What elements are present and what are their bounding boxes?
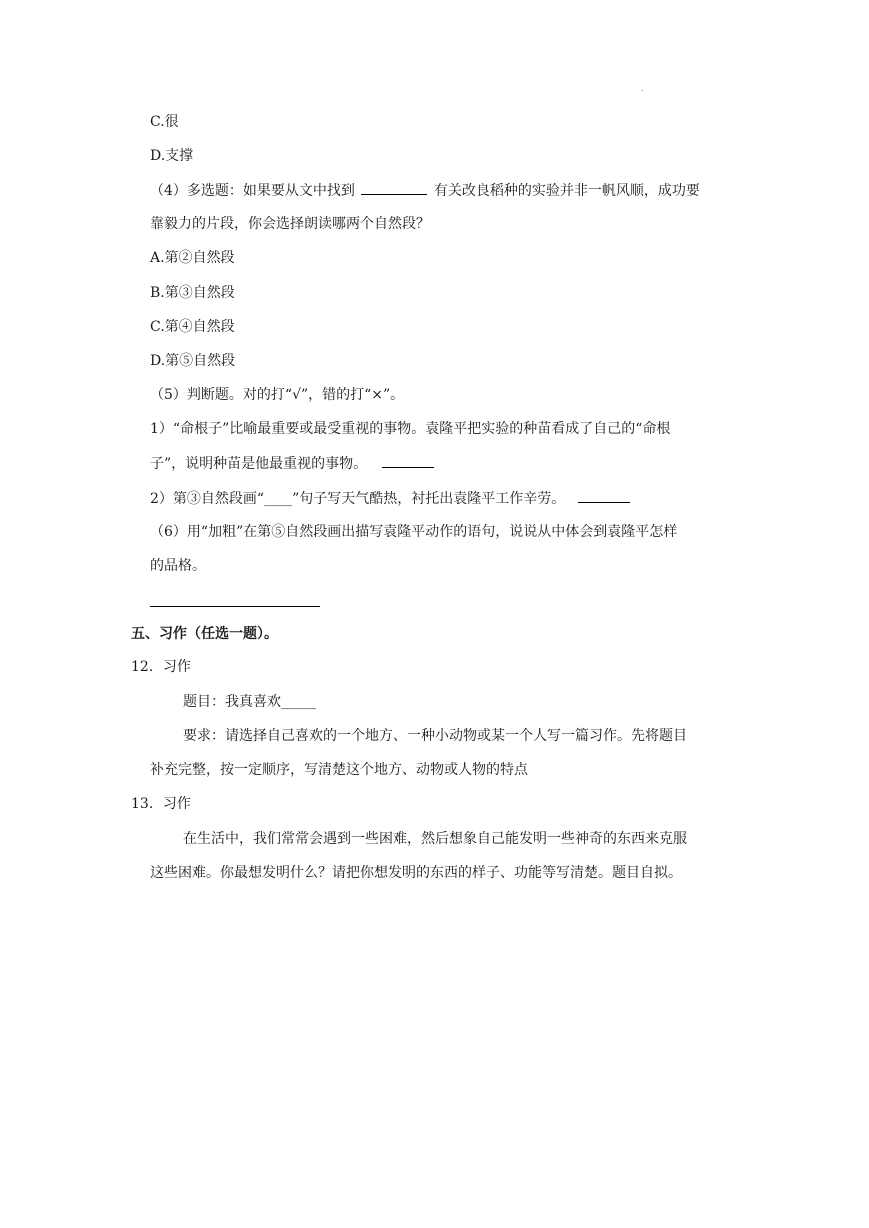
q5-item2-before: 2）第③自然段画“ bbox=[150, 491, 265, 507]
answer-line[interactable] bbox=[150, 606, 320, 607]
q5-item1-text: 子”，说明种苗是他最重视的事物。 bbox=[150, 456, 368, 472]
q12-number: 12．习作 bbox=[131, 659, 191, 675]
q13-prompt-line2: 这些困难。你最想发明什么？请把你想发明的东西的样子、功能等写清楚。题目自拟。 bbox=[150, 865, 682, 881]
q4-option-c: C.第④自然段 bbox=[150, 319, 235, 335]
q12-topic-blank: _____ bbox=[281, 694, 316, 710]
q12-topic bbox=[183, 692, 316, 712]
q13-number: 13．习作 bbox=[131, 796, 191, 812]
q5-item1-blank[interactable] bbox=[382, 453, 434, 468]
q6-line2: 的品格。 bbox=[150, 558, 206, 574]
q13-prompt-line1: 在生活中，我们常常会遇到一些困难，然后想象自己能发明一些神奇的东西来克服 bbox=[183, 831, 687, 847]
q4-option-a: A.第②自然段 bbox=[150, 250, 235, 266]
q5-item1-line1: 1）“命根子”比喻最重要或最受重视的事物。袁隆平把实验的种苗看成了自己的“命根 bbox=[150, 421, 671, 437]
q3-option-d: D.支撑 bbox=[150, 148, 194, 164]
section5-heading: 五、习作（任选一题）。 bbox=[131, 626, 278, 642]
q5-item2-after: ”句子写天气酷热，衬托出袁隆平工作辛劳。 bbox=[292, 491, 566, 507]
q4-text-after: 有关改良稻种的实验并非一帆风顺，成功要 bbox=[433, 183, 700, 199]
q5-title: （5）判断题。对的打“√”，错的打“×”。 bbox=[150, 387, 405, 403]
q12-requirement-line2: 补充完整，按一定顺序，写清楚这个地方、动物或人物的特点 bbox=[150, 762, 528, 778]
q4-answer-blank[interactable] bbox=[361, 180, 427, 195]
q12-topic-label: 题目：我真喜欢 bbox=[183, 694, 281, 710]
q6-line1: （6）用“加粗”在第⑤自然段画出描写袁隆平动作的语句，说说从中体会到袁隆平怎样 bbox=[150, 524, 678, 540]
q5-item2-blank[interactable] bbox=[578, 488, 630, 503]
q4-question-line1 bbox=[150, 180, 700, 201]
q12-requirement-line1: 要求：请选择自己喜欢的一个地方、一种小动物或某一个人写一篇习作。先将题目 bbox=[183, 728, 687, 744]
q4-option-d: D.第⑤自然段 bbox=[150, 353, 236, 369]
q4-option-b: B.第③自然段 bbox=[150, 285, 235, 301]
q4-text-before: （4）多选题：如果要从文中找到 bbox=[150, 183, 355, 199]
q5-item2 bbox=[150, 488, 630, 509]
q3-option-c: C.很 bbox=[150, 114, 179, 130]
q5-item1-line2 bbox=[150, 453, 434, 474]
q5-item2-inline-blank: ____ bbox=[264, 491, 293, 507]
header-mark: . bbox=[641, 84, 644, 93]
q4-question-line2: 靠毅力的片段，你会选择朗读哪两个自然段？ bbox=[150, 216, 430, 232]
